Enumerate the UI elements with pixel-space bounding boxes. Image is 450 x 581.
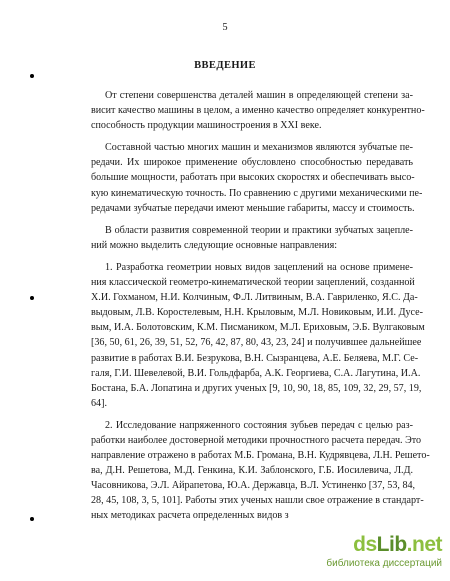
- text-line: 2. Исследование напряженного состояния зубьев передач с целью раз-: [105, 419, 413, 431]
- document-body: [91, 88, 430, 524]
- text-line: галя, Г.И. Шевелевой, В.И. Гольдфарба, А.К. Георгиева, С.А. Лагутина, И.А.: [91, 367, 421, 379]
- text-line: От степени совершенства деталей машин в определяющей степени за-: [105, 90, 413, 101]
- text-line: выдовым, Л.В. Коростелевым, Н.Н. Крыловым, М.Л. Новиковым, И.И. Дусе-: [91, 307, 423, 319]
- text-line: большие мощности, работать при высоких скоростях и обеспечивать высо-: [91, 172, 415, 184]
- text-line: направление отражено в работах М.Б. Громана, В.Н. Кудрявцева, Л.Н. Решето-: [91, 450, 430, 462]
- paragraph-item-2: [91, 418, 430, 524]
- text-line: развитие в работах В.И. Безрукова, В.Н. Сызранцева, А.Е. Беляева, М.Г. Се-: [91, 352, 419, 364]
- text-line: вым, И.А. Болотовским, К.М. Писмаником, М.Л. Ериховым, Э.Б. Вулгаковым: [91, 322, 425, 334]
- text-line: кую кинематическую точность. По сравнению с другими механическими пе-: [91, 187, 423, 199]
- dslib-logo: dsLib.net: [353, 533, 442, 556]
- paragraph-directions: [91, 223, 413, 253]
- text-line: 64].: [91, 397, 107, 409]
- text-line: Бостана, Б.А. Лопатина и других ученых [9, 10, 90, 18, 85, 109, 32, 29, 57, 19,: [91, 382, 422, 394]
- dslib-caption: библиотека диссертаций: [326, 558, 442, 569]
- text-line: 1. Разработка геометрии новых видов зацеплений на основе примене-: [105, 261, 413, 273]
- text-line: работки наиболее достоверной методики прочностного расчета передач. Это: [91, 434, 422, 446]
- punch-hole-mark: [30, 296, 34, 300]
- page-number: 5: [222, 22, 228, 33]
- text-line: Часовникова, Э.Л. Айрапетова, Ю.А. Державца, В.Л. Устиненко [37, 53, 84,: [91, 480, 416, 492]
- text-line: Х.И. Гохманом, Н.И. Колчиным, Ф.Л. Литвиным, В.А. Гавриленко, Я.С. Да-: [91, 292, 418, 304]
- text-line: ва, Д.Н. Решетова, М.Д. Генкина, К.И. Заблонского, Г.Б. Иосилевича, Л.Д.: [91, 465, 413, 477]
- text-line: ния классической геометро-кинематической теории зацеплений, созданной: [91, 277, 415, 289]
- dslib-watermark: [294, 533, 444, 573]
- paragraph-gears: [91, 140, 423, 215]
- text-line: [36, 50, 61, 26, 39, 51, 52, 76, 42, 87, 80, 43, 23, 24] и получившее дальнейшее: [91, 337, 422, 349]
- text-line: Составной частью многих машин и механизмов являются зубчатые пе-: [105, 142, 413, 154]
- text-line: ных методиках расчета определенных видов з: [91, 510, 289, 522]
- section-heading: ВВЕДЕНИЕ: [194, 60, 256, 71]
- text-line: ний можно выделить следующие основные направления:: [91, 239, 338, 251]
- text-line: 28, 45, 108, 3, 5, 101]. Работы этих ученых нашли свое отражение в стандарт-: [91, 495, 424, 507]
- paragraph-intro: [91, 88, 425, 133]
- text-line: висит качество машины в целом, а именно качество определяет конкурентно-: [91, 105, 425, 117]
- punch-hole-mark: [30, 74, 34, 78]
- text-line: редачами зубчатые передачи имеют меньшие габариты, массу и стоимость.: [91, 202, 415, 214]
- text-line: редачи. Их широкое применение обусловлено способностью передавать: [91, 157, 413, 169]
- text-line: способность продукции машиностроения в XXI веке.: [91, 120, 322, 132]
- punch-hole-mark: [30, 517, 34, 521]
- text-line: В области развития современной теории и практики зубчатых зацепле-: [105, 224, 413, 236]
- paragraph-item-1: [91, 260, 425, 411]
